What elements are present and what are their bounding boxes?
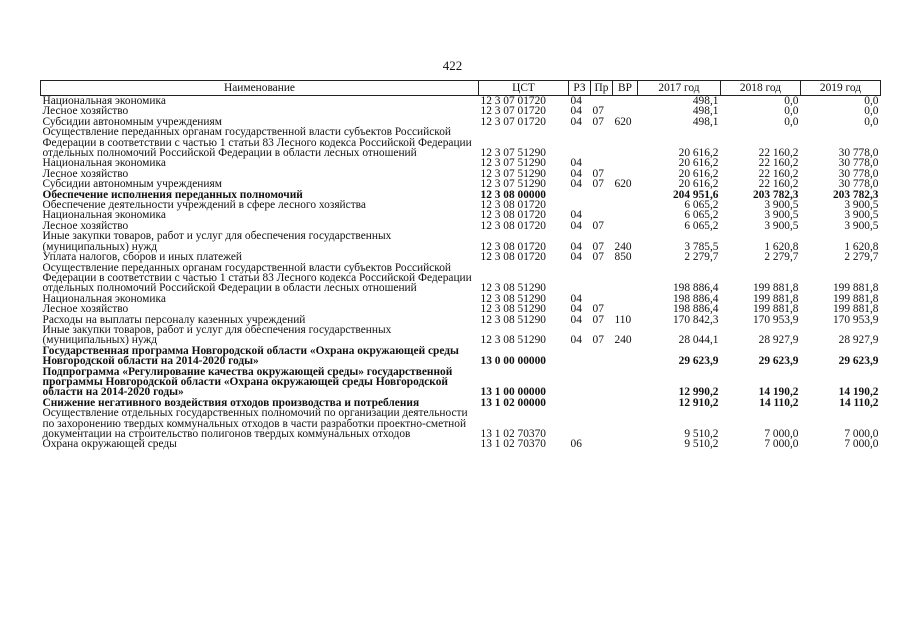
header-pr: Пр xyxy=(591,81,613,96)
header-vr: ВР xyxy=(613,81,638,96)
value-2018-cell: 3 900,5 xyxy=(764,199,799,212)
code-cell: 12 3 07 51290 xyxy=(480,167,546,180)
value-2017-cell: 20 616,2 xyxy=(678,147,719,160)
value-2017-cell: 198 886,4 xyxy=(672,282,719,295)
value-2018-cell: 199 881,8 xyxy=(752,282,799,295)
value-2019-cell: 29 623,9 xyxy=(838,355,879,368)
value-2019-cell: 30 778,0 xyxy=(838,147,879,160)
value-2018-cell: 14 190,2 xyxy=(758,386,799,399)
rz-cell xyxy=(569,346,591,367)
rz-cell: 04 xyxy=(570,209,582,222)
value-2018-cell: 14 110,2 xyxy=(759,396,799,409)
value-2019-cell: 199 881,8 xyxy=(832,303,879,316)
code-cell: 12 3 07 51290 xyxy=(480,178,546,191)
rz-cell xyxy=(569,367,591,398)
value-2019-cell: 28 927,9 xyxy=(838,334,879,347)
value-2019-cell: 14 110,2 xyxy=(839,396,879,409)
name-cell: Расходы на выплаты персоналу казенных учреждений xyxy=(42,313,306,326)
code-cell: 12 3 07 01720 xyxy=(480,95,546,107)
header-code: ЦСТ xyxy=(479,81,569,96)
pr-cell: 07 xyxy=(592,115,604,128)
value-2017-cell: 3 785,5 xyxy=(684,240,719,253)
name-cell: Лесное хозяйство xyxy=(42,167,129,180)
table-row xyxy=(41,439,881,449)
rz-cell: 04 xyxy=(570,95,582,107)
value-2017-cell: 12 910,2 xyxy=(678,396,719,409)
header-name: Наименование xyxy=(41,81,479,96)
table-row xyxy=(41,263,881,294)
value-2019-cell: 1 620,8 xyxy=(844,240,879,253)
value-2017-cell: 498,1 xyxy=(692,115,719,128)
pr-cell xyxy=(591,263,613,294)
code-cell: 12 3 08 51290 xyxy=(480,303,546,316)
value-2017-cell: 9 510,2 xyxy=(684,438,719,451)
table-body xyxy=(41,96,881,450)
vr-cell xyxy=(613,96,638,107)
vr-cell: 240 xyxy=(614,240,632,253)
value-2017-cell: 6 065,2 xyxy=(684,199,719,212)
vr-cell xyxy=(613,263,638,294)
name-cell: Лесное хозяйство xyxy=(42,303,129,316)
rz-cell: 04 xyxy=(570,105,582,118)
name-cell: Обеспечение деятельности учреждений в сфере лесного хозяйства xyxy=(42,199,366,212)
name-cell: Осуществление переданных органам государственной власти субъектов Российской Федерации в соответствии с частью 1 статьи 83 Лесного кодекса Российской Федерации отдельных полномочий Российской Федерации в области лесных отношений xyxy=(42,126,472,160)
value-2018-cell: 199 881,8 xyxy=(752,292,799,305)
code-cell: 12 3 08 01720 xyxy=(480,209,546,222)
vr-cell xyxy=(613,221,638,231)
pr-cell xyxy=(591,200,613,210)
value-2018-cell: 29 623,9 xyxy=(758,355,799,368)
rz-cell: 04 xyxy=(570,303,582,316)
code-cell: 12 3 08 01720 xyxy=(480,199,546,212)
table-row xyxy=(41,367,881,398)
value-2018-cell: 22 160,2 xyxy=(758,178,799,191)
value-2017-cell: 20 616,2 xyxy=(678,157,719,170)
vr-cell: 850 xyxy=(614,251,632,264)
value-2017-cell: 29 623,9 xyxy=(678,355,719,368)
pr-cell: 07 xyxy=(592,334,604,347)
value-2017-cell: 12 990,2 xyxy=(678,386,719,399)
value-2019-cell: 3 900,5 xyxy=(844,199,879,212)
pr-cell xyxy=(591,367,613,398)
value-2017-cell: 6 065,2 xyxy=(684,209,719,222)
rz-cell xyxy=(569,190,591,200)
vr-cell xyxy=(613,210,638,220)
code-cell: 12 3 08 00000 xyxy=(480,188,546,201)
rz-cell xyxy=(569,263,591,294)
value-2019-cell: 203 782,3 xyxy=(832,188,879,201)
name-cell: Лесное хозяйство xyxy=(42,105,129,118)
name-cell: Иные закупки товаров, работ и услуг для обеспечения государственных (муниципальных) нужд xyxy=(42,230,392,253)
vr-cell xyxy=(613,294,638,304)
vr-cell xyxy=(613,158,638,168)
name-cell: Национальная экономика xyxy=(42,157,166,170)
value-2019-cell: 199 881,8 xyxy=(832,282,879,295)
vr-cell: 240 xyxy=(614,334,632,347)
name-cell: Лесное хозяйство xyxy=(42,219,129,232)
code-cell: 13 0 00 00000 xyxy=(480,355,546,368)
value-2018-cell: 170 953,9 xyxy=(752,313,799,326)
name-cell: Обеспечение исполнения переданных полномочий xyxy=(42,188,303,201)
value-2018-cell: 22 160,2 xyxy=(758,167,799,180)
pr-cell xyxy=(591,190,613,200)
code-cell: 12 3 08 01720 xyxy=(480,240,546,253)
pr-cell: 07 xyxy=(592,167,604,180)
value-2018-cell: 0,0 xyxy=(784,105,799,118)
value-2017-cell: 498,1 xyxy=(692,105,719,118)
table-row xyxy=(41,408,881,439)
value-2018-cell: 2 279,7 xyxy=(764,251,799,264)
value-2018-cell: 3 900,5 xyxy=(764,209,799,222)
value-2017-cell: 204 951,6 xyxy=(672,188,719,201)
vr-cell xyxy=(613,190,638,200)
rz-cell: 04 xyxy=(570,167,582,180)
budget-table xyxy=(40,80,881,450)
header-rz: РЗ xyxy=(569,81,591,96)
value-2018-cell: 22 160,2 xyxy=(758,157,799,170)
table-row xyxy=(41,231,881,252)
vr-cell xyxy=(613,367,638,398)
code-cell: 12 3 07 51290 xyxy=(480,147,546,160)
rz-cell xyxy=(569,398,591,408)
value-2018-cell: 199 881,8 xyxy=(752,303,799,316)
table-row xyxy=(41,252,881,262)
code-cell: 12 3 08 01720 xyxy=(480,219,546,232)
value-2018-cell: 7 000,0 xyxy=(764,428,799,440)
pr-cell: 07 xyxy=(592,240,604,253)
table-header-row xyxy=(41,81,881,96)
name-cell: Охрана окружающей среды xyxy=(42,438,177,451)
value-2017-cell: 20 616,2 xyxy=(678,178,719,191)
value-2018-cell: 0,0 xyxy=(784,115,799,128)
value-2019-cell: 30 778,0 xyxy=(838,157,879,170)
table-row xyxy=(41,304,881,314)
rz-cell: 04 xyxy=(570,292,582,305)
code-cell: 12 3 08 51290 xyxy=(480,292,546,305)
value-2017-cell: 198 886,4 xyxy=(672,303,719,316)
value-2019-cell: 199 881,8 xyxy=(832,292,879,305)
name-cell: Субсидии автономным учреждениям xyxy=(42,115,222,128)
rz-cell: 04 xyxy=(570,251,582,264)
value-2017-cell: 170 842,3 xyxy=(672,313,719,326)
value-2019-cell: 30 778,0 xyxy=(838,178,879,191)
value-2019-cell: 3 900,5 xyxy=(844,209,879,222)
code-cell: 12 3 08 51290 xyxy=(480,282,546,295)
rz-cell: 04 xyxy=(570,313,582,326)
value-2017-cell: 2 279,7 xyxy=(684,251,719,264)
name-cell: Государственная программа Новгородской области «Охрана окружающей среды Новгородской области на 2014-2020 годы» xyxy=(42,344,459,368)
code-cell: 13 1 02 70370 xyxy=(480,428,546,440)
table-row xyxy=(41,346,881,367)
vr-cell xyxy=(613,398,638,408)
pr-cell xyxy=(591,346,613,367)
value-2018-cell: 3 900,5 xyxy=(764,219,799,232)
code-cell: 12 3 08 51290 xyxy=(480,313,546,326)
value-2019-cell: 14 190,2 xyxy=(838,386,879,399)
name-cell: Осуществление отдельных государственных полномочий по организации деятельности по захоронению твердых коммунальных отходов в части разработки проектно-сметной документации на строительство полигонов твердых коммунальных отходов xyxy=(42,407,468,440)
pr-cell xyxy=(591,127,613,158)
value-2019-cell: 3 900,5 xyxy=(844,219,879,232)
pr-cell xyxy=(591,398,613,408)
pr-cell: 07 xyxy=(592,251,604,264)
rz-cell: 04 xyxy=(570,334,582,347)
vr-cell: 620 xyxy=(614,178,632,191)
name-cell: Иные закупки товаров, работ и услуг для обеспечения государственных (муниципальных) нужд xyxy=(42,323,392,347)
rz-cell: 04 xyxy=(570,115,582,128)
vr-cell xyxy=(613,439,638,449)
name-cell: Снижение негативного воздействия отходов производства и потребления xyxy=(42,396,420,409)
name-cell: Уплата налогов, сборов и иных платежей xyxy=(42,251,242,264)
code-cell: 13 1 00 00000 xyxy=(480,386,546,399)
table-row xyxy=(41,96,881,107)
value-2017-cell: 198 886,4 xyxy=(672,292,719,305)
code-cell: 12 3 07 01720 xyxy=(480,115,546,128)
value-2019-cell: 7 000,0 xyxy=(844,438,879,451)
rz-cell: 04 xyxy=(570,157,582,170)
header-2017: 2017 год xyxy=(638,81,721,96)
rz-cell: 06 xyxy=(570,438,582,451)
code-cell: 12 3 07 51290 xyxy=(480,157,546,170)
pr-cell xyxy=(591,408,613,439)
vr-cell xyxy=(613,127,638,158)
value-2018-cell: 22 160,2 xyxy=(758,147,799,160)
rz-cell: 04 xyxy=(570,178,582,191)
value-2018-cell: 1 620,8 xyxy=(764,240,799,253)
name-cell: Подпрограмма «Регулирование качества окружающей среды» государственной программы Новгородской области «Охрана окружающей среды Новгородской области на 2014-2020 годы» xyxy=(42,365,453,399)
header-2018: 2018 год xyxy=(721,81,801,96)
table-row xyxy=(41,127,881,158)
name-cell: Национальная экономика xyxy=(42,292,166,305)
value-2019-cell: 0,0 xyxy=(864,105,879,118)
vr-cell xyxy=(613,346,638,367)
value-2019-cell: 170 953,9 xyxy=(832,313,879,326)
value-2017-cell: 9 510,2 xyxy=(684,428,719,440)
rz-cell xyxy=(569,408,591,439)
pr-cell: 07 xyxy=(592,313,604,326)
name-cell: Субсидии автономным учреждениям xyxy=(42,178,222,191)
name-cell: Национальная экономика xyxy=(42,95,166,107)
table-row xyxy=(41,200,881,210)
value-2018-cell: 28 927,9 xyxy=(758,334,799,347)
table-row xyxy=(41,158,881,168)
name-cell: Осуществление переданных органам государственной власти субъектов Российской Федерации в соответствии с частью 1 статьи 83 Лесного кодекса Российской Федерации отдельных полномочий Российской Федерации в области лесных отношений xyxy=(42,261,472,295)
vr-cell: 110 xyxy=(614,313,632,326)
value-2019-cell: 0,0 xyxy=(864,95,879,107)
value-2019-cell: 2 279,7 xyxy=(844,251,879,264)
code-cell: 13 1 02 00000 xyxy=(480,396,546,409)
pr-cell: 07 xyxy=(592,178,604,191)
value-2017-cell: 6 065,2 xyxy=(684,219,719,232)
code-cell: 13 1 02 70370 xyxy=(480,438,546,451)
vr-cell: 620 xyxy=(614,115,632,128)
value-2017-cell: 498,1 xyxy=(692,95,719,107)
table-row xyxy=(41,325,881,346)
code-cell: 12 3 08 01720 xyxy=(480,251,546,264)
value-2019-cell: 30 778,0 xyxy=(838,167,879,180)
value-2019-cell: 7 000,0 xyxy=(844,428,879,440)
value-2017-cell: 28 044,1 xyxy=(678,334,719,347)
vr-cell xyxy=(613,408,638,439)
rz-cell: 04 xyxy=(570,219,582,232)
pr-cell: 07 xyxy=(592,219,604,232)
code-cell: 12 3 07 01720 xyxy=(480,105,546,118)
pr-cell: 07 xyxy=(592,303,604,316)
name-cell: Национальная экономика xyxy=(42,209,166,222)
pr-cell: 07 xyxy=(592,105,604,118)
rz-cell xyxy=(569,127,591,158)
value-2018-cell: 0,0 xyxy=(784,95,799,107)
vr-cell xyxy=(613,200,638,210)
value-2018-cell: 203 782,3 xyxy=(752,188,799,201)
page-number: 422 xyxy=(442,58,463,73)
vr-cell xyxy=(613,304,638,314)
value-2017-cell: 20 616,2 xyxy=(678,167,719,180)
value-2018-cell: 7 000,0 xyxy=(764,438,799,451)
value-2019-cell: 0,0 xyxy=(864,115,879,128)
header-2019: 2019 год xyxy=(801,81,881,96)
rz-cell: 04 xyxy=(570,240,582,253)
table-row xyxy=(41,210,881,220)
code-cell: 12 3 08 51290 xyxy=(480,334,546,347)
pr-cell xyxy=(591,439,613,449)
